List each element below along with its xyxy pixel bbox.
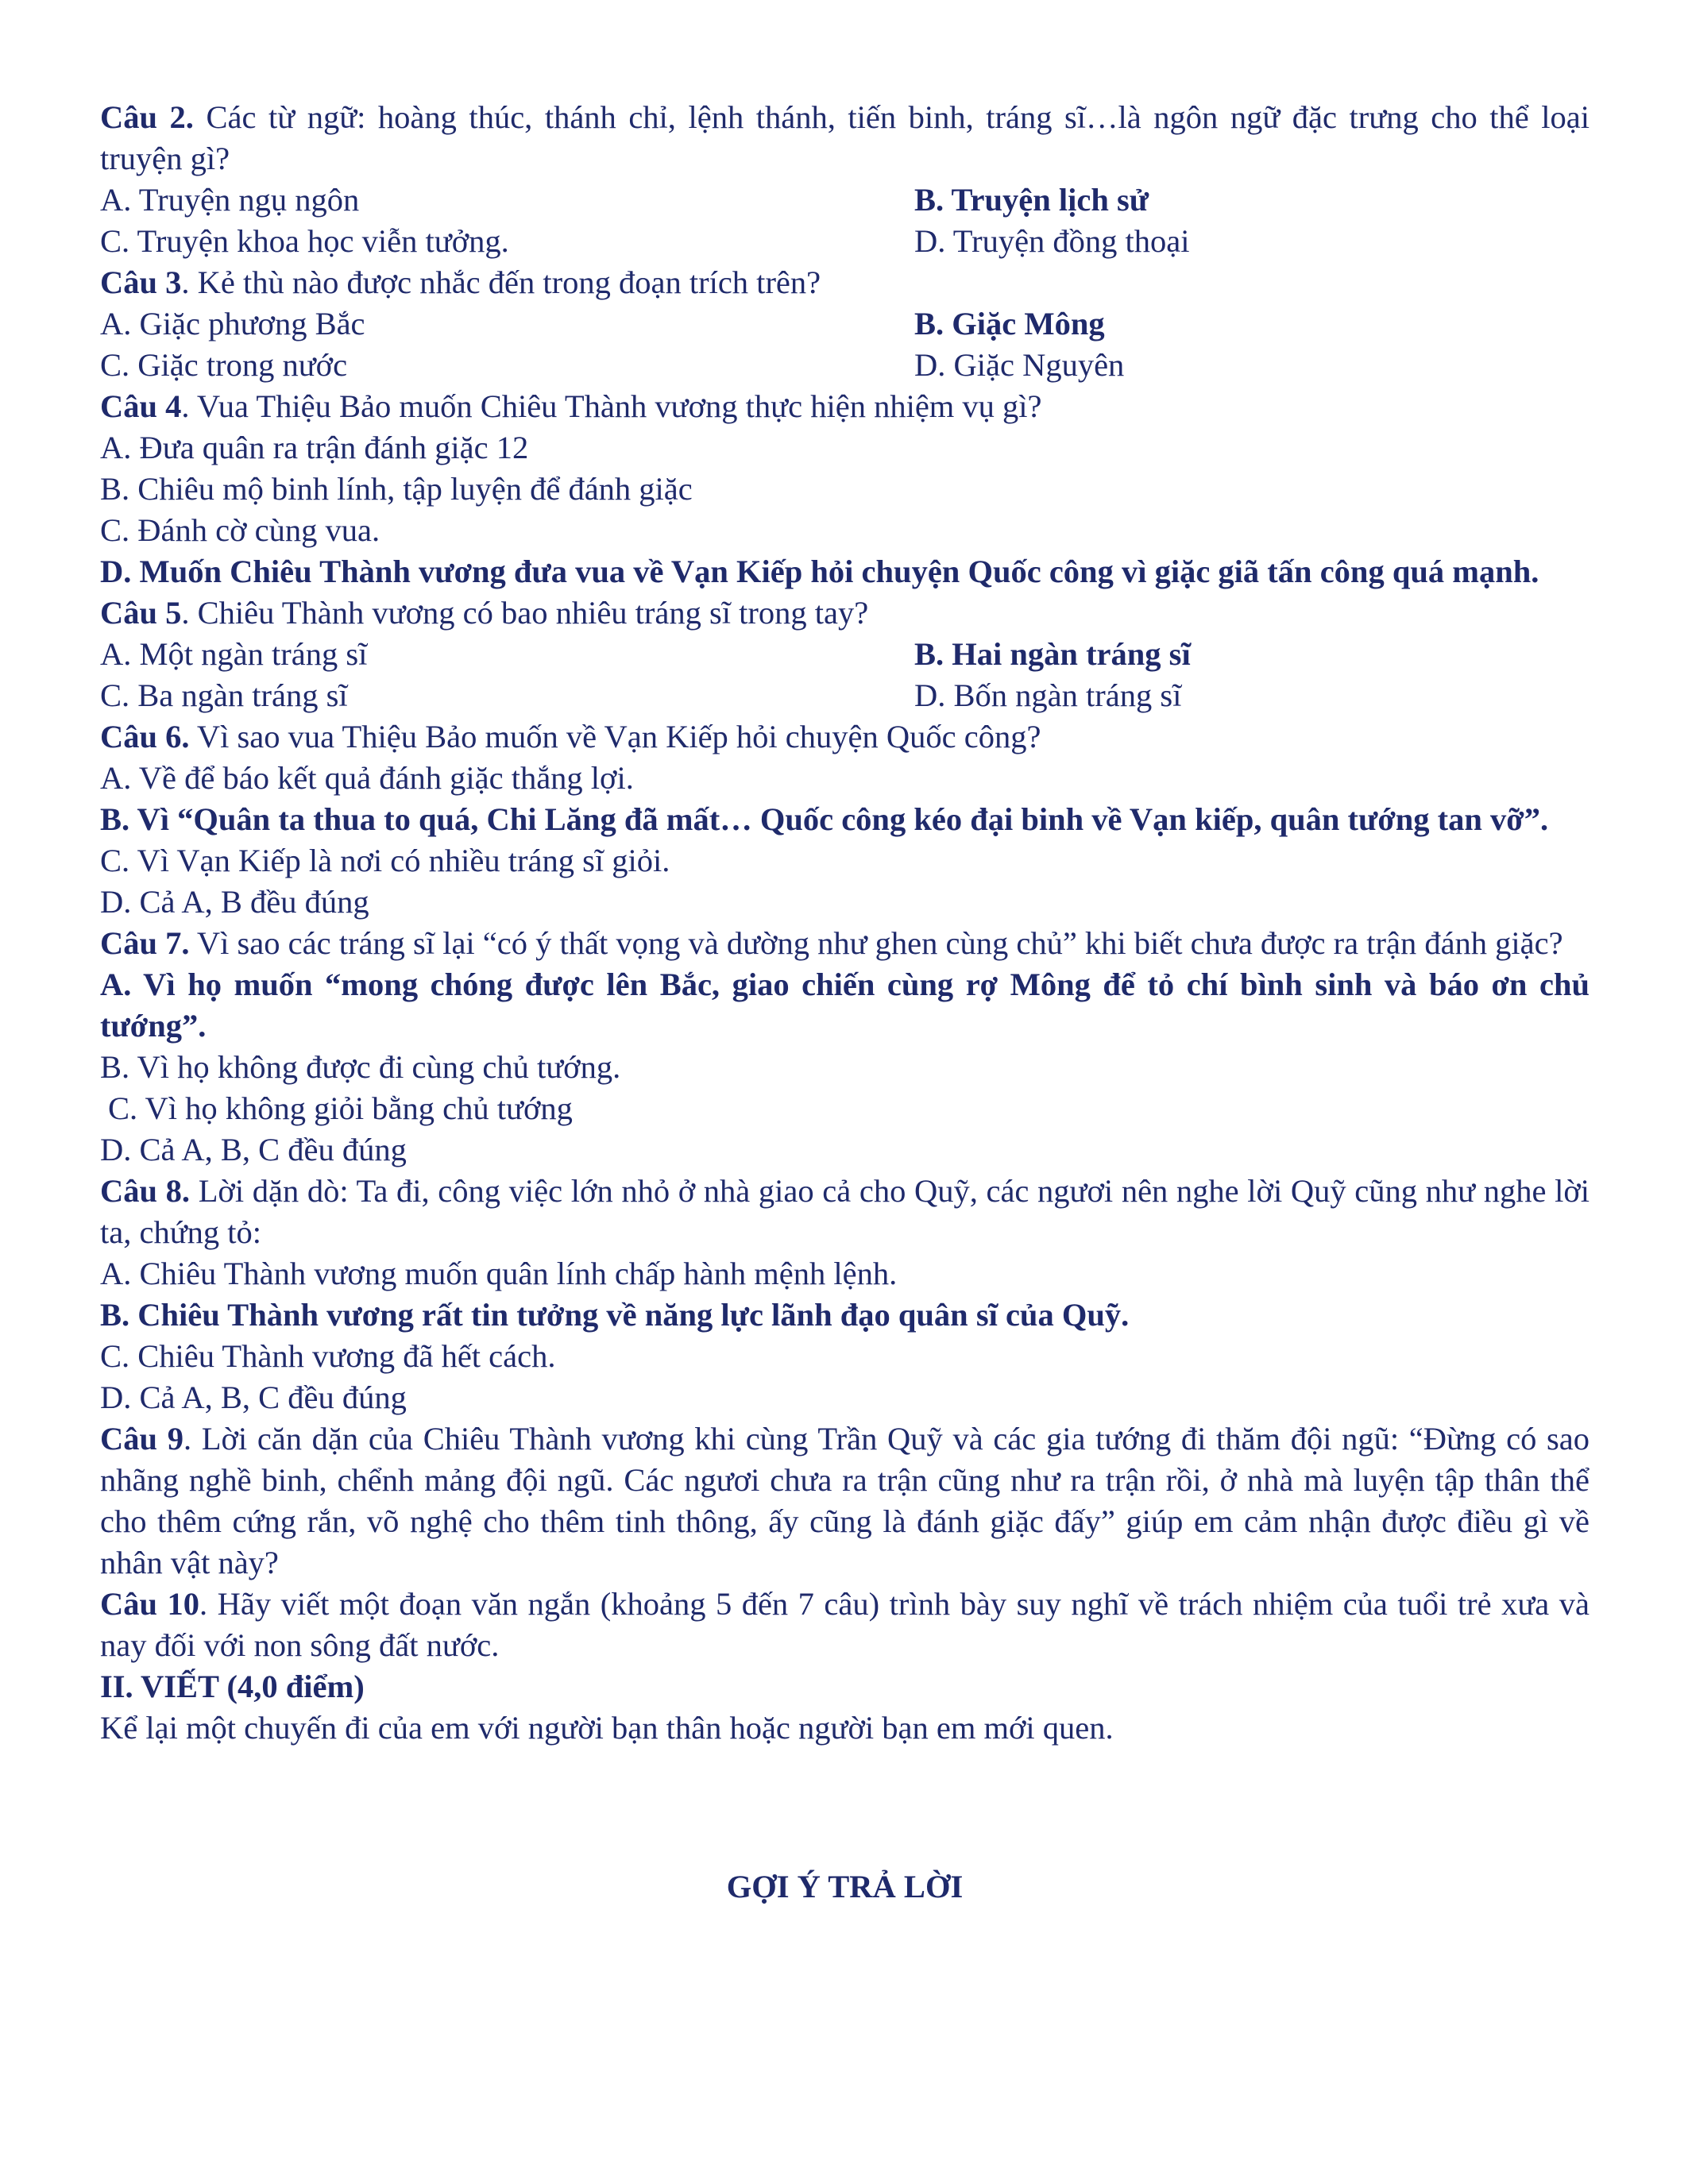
option-b: B. Vì họ không được đi cùng chủ tướng. [100,1049,621,1085]
option-a-correct: A. Vì họ muốn “mong chóng được lên Bắc, giao chiến cùng rợ Mông để tỏ chí bình sinh và báo ơn chủ tướng”. [100,967,1590,1044]
option-c: C. Chiêu Thành vương đã hết cách. [100,1338,556,1374]
option-b-correct: B. Giặc Mông [914,306,1105,341]
question-5 [100,592,1590,634]
question-text: Các từ ngữ: hoàng thúc, thánh chỉ, lệnh thánh, tiến binh, tráng sĩ…là ngôn ngữ đặc trưng cho thể loại truyện gì? [100,99,1590,176]
options-row [100,179,1590,221]
question-10 [100,1584,1590,1666]
question-8 [100,1171,1590,1253]
option-a: A. Một ngàn tráng sĩ [100,636,368,672]
option-d: D. Bốn ngàn tráng sĩ [914,677,1182,713]
option-b-correct: B. Truyện lịch sử [914,182,1149,218]
document-page [100,97,1590,1908]
question-label: Câu 10 [100,1586,200,1622]
option-d: D. Cả A, B, C đều đúng [100,1379,407,1415]
question-label: Câu 7. [100,925,190,961]
option-c: C. Vì Vạn Kiếp là nơi có nhiều tráng sĩ giỏi. [100,843,670,878]
question-text: . Lời căn dặn của Chiêu Thành vương khi cùng Trần Quỹ và các gia tướng đi thăm đội ngũ: “Đừng có sao nhãng nghề binh, chểnh mảng đội ngũ. Các ngươi chưa ra trận cũng như ra trận rồi, ở nhà mà luyện tập thân thể cho thêm cứng rắn, võ nghệ cho thêm tinh thông, ấy cũng là đánh giặc đấy” giúp em cảm nhận được điều gì về nhân vật này? [100,1421,1590,1580]
question-text: . Vua Thiệu Bảo muốn Chiêu Thành vương thực hiện nhiệm vụ gì? [181,388,1042,424]
question-text: Lời dặn dò: Ta đi, công việc lớn nhỏ ở nhà giao cả cho Quỹ, các ngươi nên nghe lời Quỹ cũng như nghe lời ta, chứng tỏ: [100,1173,1590,1250]
option-a: A. Chiêu Thành vương muốn quân lính chấp hành mệnh lệnh. [100,1256,898,1291]
option-c: C. Giặc trong nước [100,347,348,383]
question-text: . Kẻ thù nào được nhắc đến trong đoạn trích trên? [181,264,821,300]
question-7 [100,923,1590,964]
writing-prompt: Kể lại một chuyến đi của em với người bạn thân hoặc người bạn em mới quen. [100,1710,1114,1746]
option-b-correct: B. Hai ngàn tráng sĩ [914,636,1191,672]
question-9 [100,1418,1590,1584]
spacer [100,1749,1590,1866]
option-b-correct: B. Chiêu Thành vương rất tin tưởng về năng lực lãnh đạo quân sĩ của Quỹ. [100,1297,1130,1333]
option-c: C. Truyện khoa học viễn tưởng. [100,223,509,259]
question-text: . Hãy viết một đoạn văn ngắn (khoảng 5 đến 7 câu) trình bày suy nghĩ về trách nhiệm của tuổi trẻ xưa và nay đối với non sông đất nước. [100,1586,1590,1663]
question-label: Câu 3 [100,264,182,300]
question-label: Câu 8. [100,1173,191,1209]
option-a: A. Giặc phương Bắc [100,306,365,341]
option-b: B. Chiêu mộ binh lính, tập luyện để đánh giặc [100,471,693,507]
question-label: Câu 5 [100,595,182,631]
options-row [100,221,1590,262]
options-row [100,303,1590,345]
option-c: C. Đánh cờ cùng vua. [100,512,380,548]
question-6 [100,716,1590,758]
option-b-correct: B. Vì “Quân ta thua to quá, Chi Lăng đã mất… Quốc công kéo đại binh về Vạn kiếp, quân tướng tan vỡ”. [100,801,1549,837]
options-row [100,675,1590,716]
option-d: D. Giặc Nguyên [914,347,1125,383]
options-row [100,634,1590,675]
option-d: D. Cả A, B đều đúng [100,884,369,920]
option-d-correct: D. Muốn Chiêu Thành vương đưa vua về Vạn Kiếp hỏi chuyện Quốc công vì giặc giã tấn công quá mạnh. [100,554,1539,589]
options-row [100,345,1590,386]
question-3 [100,262,1590,303]
option-a: A. Về để báo kết quả đánh giặc thắng lợi. [100,760,634,796]
question-text: . Chiêu Thành vương có bao nhiêu tráng sĩ trong tay? [181,595,869,631]
question-text: Vì sao các tráng sĩ lại “có ý thất vọng và dường như ghen cùng chủ” khi biết chưa được ra trận đánh giặc? [189,925,1563,961]
question-4 [100,386,1590,427]
option-c: C. Vì họ không giỏi bằng chủ tướng [108,1090,573,1126]
question-2 [100,97,1590,179]
question-label: Câu 4 [100,388,182,424]
option-a: A. Truyện ngụ ngôn [100,182,360,218]
option-a: A. Đưa quân ra trận đánh giặc 12 [100,430,529,465]
answer-guide-title: GỢI Ý TRẢ LỜI [726,1869,964,1904]
option-d: D. Truyện đồng thoại [914,223,1190,259]
question-label: Câu 9 [100,1421,183,1457]
question-label: Câu 6. [100,719,190,754]
question-text: Vì sao vua Thiệu Bảo muốn về Vạn Kiếp hỏi chuyện Quốc công? [189,719,1041,754]
section-heading-writing: II. VIẾT (4,0 điểm) [100,1669,365,1704]
option-c: C. Ba ngàn tráng sĩ [100,677,348,713]
question-label: Câu 2. [100,99,194,135]
option-d: D. Cả A, B, C đều đúng [100,1132,407,1167]
